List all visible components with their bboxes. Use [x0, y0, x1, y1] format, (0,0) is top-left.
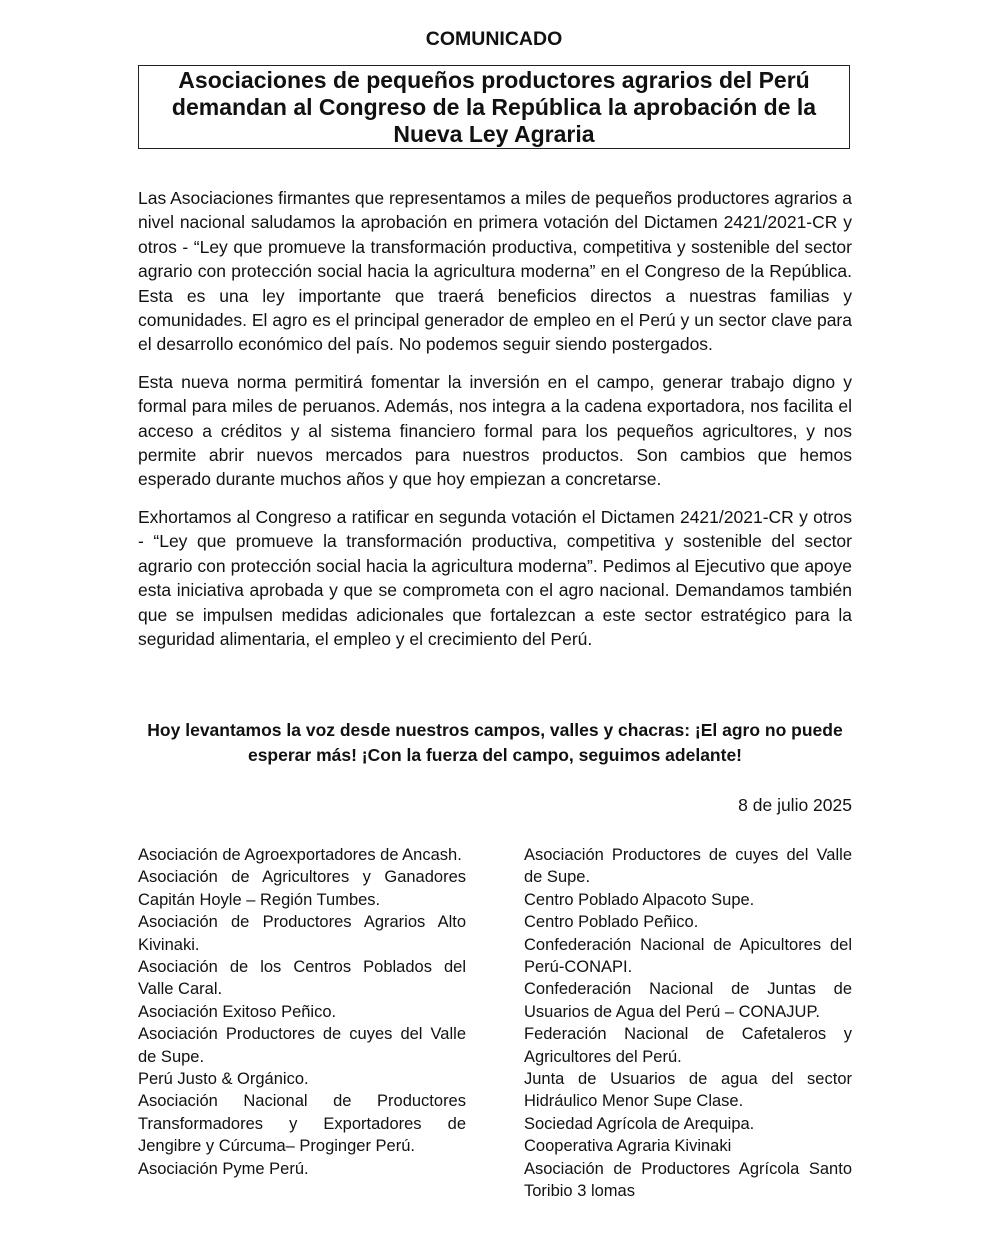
document-title: Asociaciones de pequeños productores agrarios del Perú demandan al Congreso de la República la aprobación de la Nueva Ley Agraria: [171, 66, 817, 147]
signatory-item: Asociación de Agricultores y Ganadores Capitán Hoyle – Región Tumbes.: [138, 868, 466, 909]
signatory-item: Confederación Nacional de Juntas de Usuarios de Agua del Perú – CONAJUP.: [524, 980, 852, 1021]
signatory-item: Perú Justo & Orgánico.: [138, 1070, 309, 1089]
signatory-item: Asociación Exitoso Peñico.: [138, 1002, 337, 1021]
signatories-right-column: [524, 844, 852, 1203]
title-box: [138, 65, 850, 149]
signatory-item: Asociación de Productores Agrarios Alto Kivinaki.: [138, 913, 466, 954]
signatory-item: Cooperativa Agraria Kivinaki: [524, 1137, 732, 1156]
closing-statement: Hoy levantamos la voz desde nuestros campos, valles y chacras: ¡El agro no puede esperar más! ¡Con la fuerza del campo, seguimos adelante!: [147, 720, 843, 765]
signatory-item: Sociedad Agrícola de Arequipa.: [524, 1114, 755, 1133]
signatory-item: Asociación Pyme Perú.: [138, 1159, 309, 1178]
signatory-item: Centro Poblado Peñico.: [524, 913, 699, 932]
paragraph-1: Las Asociaciones firmantes que representamos a miles de pequeños productores agrarios a nivel nacional saludamos la aprobación en primera votación del Dictamen 2421/2021-CR y otros - “Ley que promueve la transformación productiva, competitiva y sostenible del sector agrario con protección social hacia la agricultura moderna” en el Congreso de la República. Esta es una ley importante que traerá beneficios directos a nuestras familias y comunidades. El agro es el principal generador de empleo en el Perú y un sector clave para el desarrollo económico del país. No podemos seguir siendo postergados.: [138, 188, 853, 355]
paragraph-3: Exhortamos al Congreso a ratificar en segunda votación el Dictamen 2421/2021-CR y otros - “Ley que promueve la transformación productiva, competitiva y sostenible del sector agrario con protección social hacia la agricultura moderna”. Pedimos al Ejecutivo que apoye esta iniciativa aprobada y que se comprometa con el agro nacional. Demandamos también que se impulsen medidas adicionales que fortalezcan a este sector estratégico para la seguridad alimentaria, el empleo y el crecimiento del Perú.: [138, 506, 852, 649]
signatory-item: Asociación Nacional de Productores Transformadores y Exportadores de Jengibre y Cúrcuma– Proginger Perú.: [138, 1092, 466, 1156]
signatory-item: Asociación Productores de cuyes del Valle de Supe.: [524, 846, 852, 887]
signatory-item: Asociación de Agroexportadores de Ancash.: [138, 846, 462, 864]
signatory-item: Asociación de Productores Agrícola Santo Toribio 3 lomas: [524, 1159, 852, 1201]
document-date: 8 de julio 2025: [738, 795, 852, 815]
paragraph-2: Esta nueva norma permitirá fomentar la inversión en el campo, generar trabajo digno y formal para miles de peruanos. Además, nos integra a la cadena exportadora, nos facilita el acceso a créditos y al sistema financiero formal para los pequeños agricultores, y nos permite abrir nuevos mercados para nuestros productos. Son cambios que hemos esperado durante muchos años y que hoy empiezan a concretarse.: [138, 371, 852, 490]
signatory-item: Junta de Usuarios de agua del sector Hidráulico Menor Supe Clase.: [524, 1070, 852, 1111]
signatory-item: Asociación de los Centros Poblados del Valle Caral.: [138, 958, 466, 999]
signatory-item: Asociación Productores de cuyes del Valle de Supe.: [138, 1025, 466, 1066]
document-heading: COMUNICADO: [425, 28, 563, 50]
signatory-item: Federación Nacional de Cafetaleros y Agricultores del Perú.: [524, 1025, 852, 1066]
signatories-left-column: [138, 844, 466, 1180]
signatory-item: Confederación Nacional de Apicultores del Perú-CONAPI.: [524, 935, 852, 977]
body-text: [138, 186, 852, 664]
signatory-item: Centro Poblado Alpacoto Supe.: [524, 890, 755, 909]
